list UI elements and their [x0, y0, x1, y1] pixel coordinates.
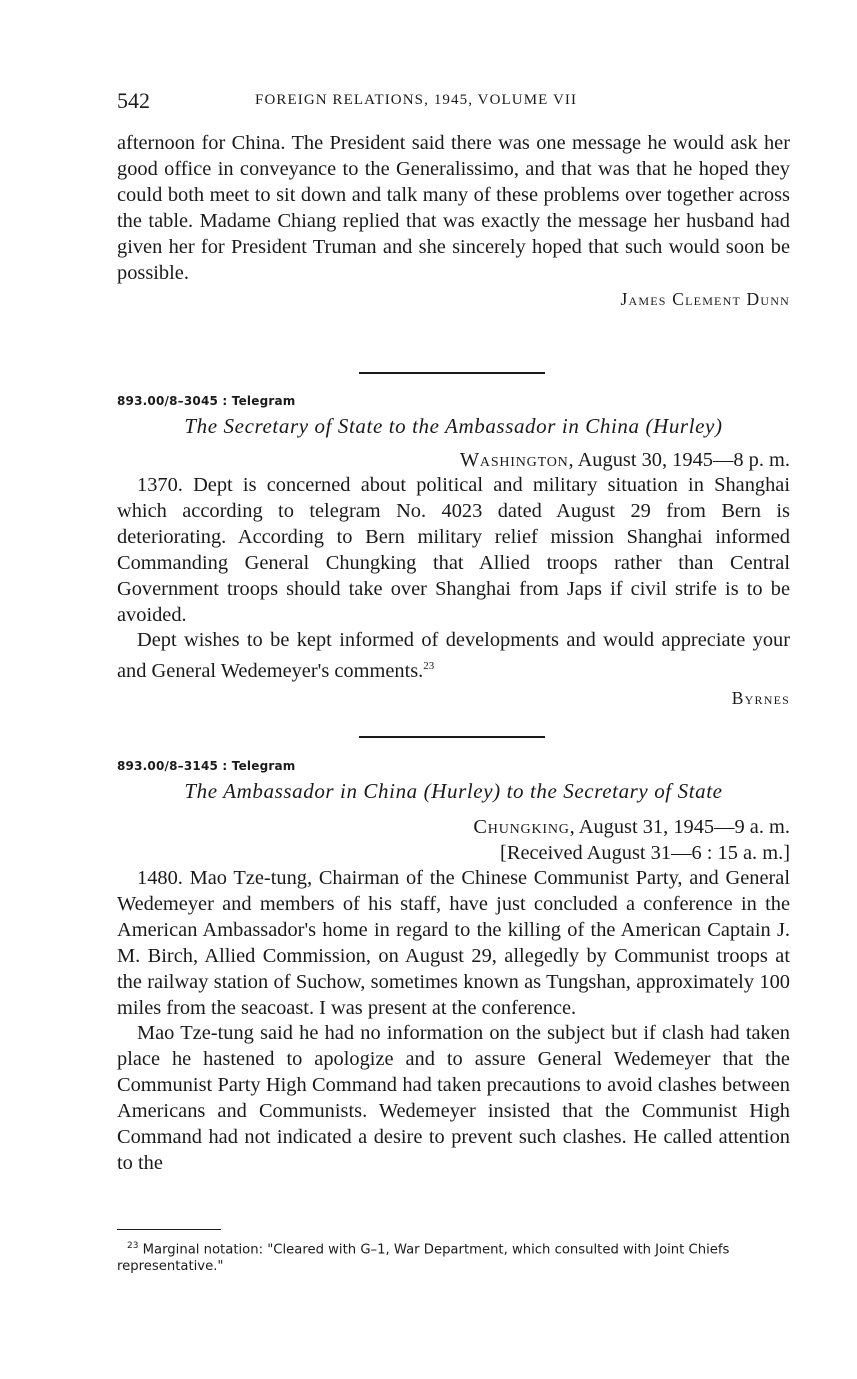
page-number: 542: [117, 88, 150, 113]
signature-dunn: James Clement Dunn: [620, 289, 790, 310]
footnote-23: [117, 1238, 790, 1275]
footnote-text: Marginal notation: "Cleared with G–1, War Department, which consulted with Joint Chiefs representative.": [117, 1242, 730, 1275]
dateline-place-2: Chungking: [473, 816, 570, 838]
divider-rule-2: [359, 736, 545, 738]
doc-title-2: The Ambassador in China (Hurley) to the Secretary of State: [184, 779, 723, 803]
place-date-line-2: [117, 814, 790, 840]
footnote-number: 23: [127, 1241, 139, 1251]
continued-section: [117, 131, 790, 312]
received-line: [Received August 31—6 : 15 a. m.]: [500, 842, 790, 864]
section-divider: [117, 372, 790, 374]
dateline-place: Washington: [459, 449, 569, 471]
telegram-paragraph-4: Mao Tze-tung said he had no information on the subject but if clash had taken place he hastened to apologize and to assure General Wedemeyer that the Communist Party High Command had taken precautions to avoid clashes between Americans and Communists. Wedemeyer insisted that the Communist High Command had not indicated a desire to prevent such clashes. He called attention to the: [117, 1022, 790, 1174]
running-title: FOREIGN RELATIONS, 1945, VOLUME VII: [255, 92, 578, 108]
telegram-paragraph-2: Dept wishes to be kept informed of developments and would appreciate your and General Wedemeyer's comments.$^{23}$: [117, 629, 790, 683]
divider-rule: [359, 372, 545, 374]
page-header: [117, 88, 790, 118]
footnote-area: [117, 1229, 790, 1275]
telegram-1480: [117, 759, 790, 1177]
telegram-1370: [117, 394, 790, 711]
doc-reference: 893.00/8–3045 : Telegram: [117, 394, 296, 408]
footnote-reference: 23: [423, 660, 435, 673]
dateline-date-2: , August 31, 1945—9 a. m.: [569, 816, 790, 838]
doc-reference-2: 893.00/8–3145 : Telegram: [117, 759, 296, 773]
dateline-date: , August 30, 1945—8 p. m.: [568, 449, 790, 471]
telegram-paragraph-3: 1480. Mao Tze-tung, Chairman of the Chinese Communist Party, and General Wedemeyer and members of his staff, have just concluded a conference in the American Ambassador's home in regard to the killing of the American Captain J. M. Birch, Allied Commission, on August 29, allegedly by Communist troops at the railway station of Suchow, sometimes known as Tungshan, approximately 100 miles from the seacoast. I was present at the conference.: [117, 867, 790, 1019]
continued-paragraph: afternoon for China. The President said there was one message he would ask her good office in conveyance to the Generalissimo, and that was that he hoped they could both meet to sit down and talk many of these problems over together across the table. Madame Chiang replied that was exactly the message her husband had given her for President Truman and she sincerely hoped that such would soon be possible.: [117, 132, 790, 284]
section-divider-2: [117, 736, 790, 738]
telegram-paragraph-1: 1370. Dept is concerned about political and military situation in Shanghai which according to telegram No. 4023 dated August 29 from Bern is deteriorating. According to Bern military relief mission Shanghai informed Commanding General Chungking that Allied troops rather than Central Government troops should take over Shanghai from Japs if civil strife is to be avoided.: [117, 474, 790, 626]
footnote-rule: [117, 1229, 221, 1230]
doc-title: The Secretary of State to the Ambassador in China (Hurley): [184, 414, 723, 438]
signature-byrnes: Byrnes: [731, 688, 790, 709]
place-date-line: [117, 447, 790, 473]
